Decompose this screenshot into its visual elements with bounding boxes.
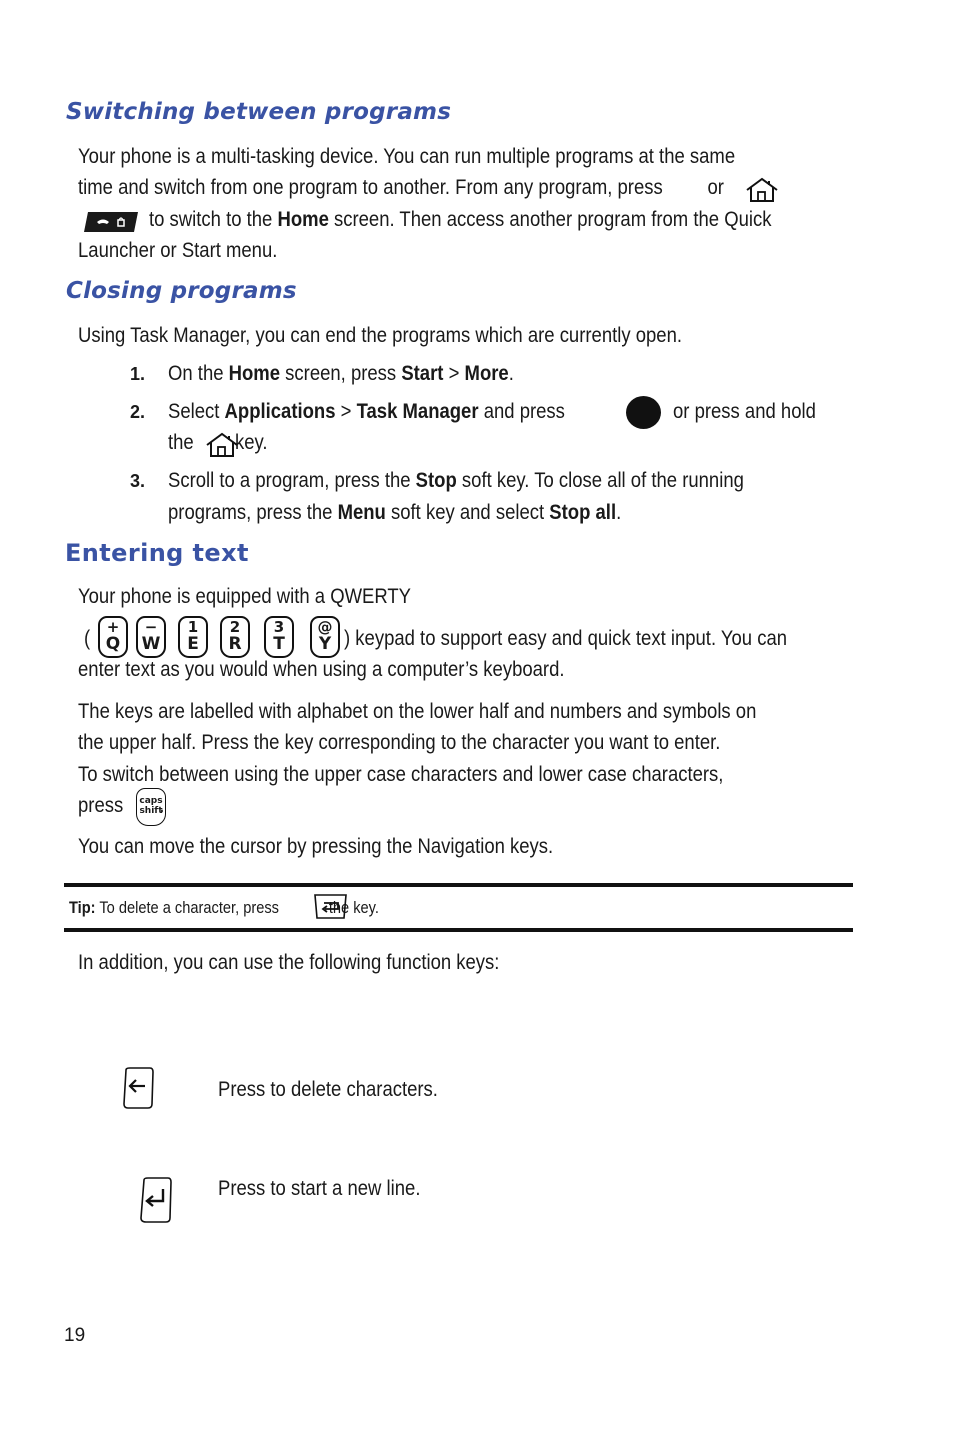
step-2-t4: or press and hold [673,399,816,423]
entering-p2-line-1: The keys are labelled with alphabet on the lower half and numbers and symbols on [78,699,757,723]
step-2-text [168,399,565,424]
caps-key-top-label: caps [139,796,163,806]
key-bottom-label: Y [318,634,332,654]
key-bottom-label: W [141,634,161,654]
step-3-b2: Menu [337,500,386,524]
step-1-b1: Home [228,361,281,385]
back-key-icon [312,893,349,920]
entering-p1-line-2: ) keypad to support easy and quick text input. You can [344,626,788,650]
switching-line-2b: or [707,175,724,199]
qwerty-key-t-icon [264,616,294,658]
tip-text-a: To delete a character, press [99,898,279,917]
entering-p3-press: press [78,793,124,817]
entering-p1-line-3: enter text as you would when using a computer’s keyboard. [78,657,565,681]
function-key-2-text: Press to start a new line. [218,1176,421,1200]
entering-p3-line-1: To switch between using the upper case characters and lower case characters, [78,762,724,786]
step-3-number: 3. [130,471,146,491]
enter-key-icon [138,1176,174,1224]
step-1-t3: > [448,361,460,385]
step-3-line-1 [168,468,744,493]
home-key-icon [204,431,240,459]
switching-line-1: Your phone is a multi-tasking device. You can run multiple programs at the same [78,144,736,168]
key-bottom-label: Q [105,634,121,654]
step-1-b3: More [464,361,509,385]
key-top-label: + [106,618,120,636]
switching-line-3c: screen. Then access another program from the Quick [333,207,772,231]
entering-p1-open-paren: ( [84,626,91,650]
step-2-b2: Task Manager [356,399,479,423]
tip-bottom-rule [64,928,853,932]
qwerty-key-e-icon [178,616,208,658]
key-top-label: 3 [273,618,285,636]
step-3-t1: Scroll to a program, press the [168,468,411,492]
key-bottom-label: E [187,634,199,654]
step-1-t1: On the [168,361,224,385]
heading-switching: Switching between programs [66,99,452,125]
step-2-b1: Applications [224,399,336,423]
step-1-text [168,361,514,386]
function-keys-intro: In addition, you can use the following function keys: [78,950,500,974]
step-3-line-2 [168,500,621,525]
qwerty-key-w-icon [136,616,166,658]
switching-line-3 [149,207,771,232]
step-1-t4: . [508,361,514,385]
key-top-label: 2 [229,618,241,636]
step-3-t4: soft key and select [391,500,545,524]
step-2-t1: Select [168,399,220,423]
step-2-t3: and press [483,399,565,423]
qwerty-key-r-icon [220,616,250,658]
switching-line-3b: Home [277,207,329,231]
tip-text-b: the key. [328,898,379,917]
step-2-t6: key. [234,430,268,454]
step-3-t5: . [616,500,622,524]
page-number: 19 [64,1325,86,1346]
step-1-b2: Start [401,361,444,385]
step-3-t2: soft key. To close all of the running [461,468,744,492]
switching-line-3a: to switch to the [149,207,273,231]
switching-line-2 [78,175,724,200]
select-key-icon [626,396,661,429]
end-power-key-icon [80,209,142,235]
heading-entering: Entering text [65,539,249,567]
qwerty-key-y-icon [310,616,340,658]
tip-top-rule [64,883,853,887]
step-1-number: 1. [130,364,146,384]
key-top-label: 1 [187,618,199,636]
entering-p1-line-1: Your phone is equipped with a QWERTY [78,584,412,608]
qwerty-key-q-icon [98,616,128,658]
step-3-t3: programs, press the [168,500,333,524]
entering-p3-period: . [159,793,165,817]
switching-line-2a: time and switch from one program to another. From any program, press [78,175,663,199]
caps-key-bottom-label: shift [139,806,163,816]
step-3-b1: Stop [415,468,457,492]
function-key-1-text: Press to delete characters. [218,1077,438,1101]
step-1-t2: screen, press [285,361,397,385]
step-2-t5: the [168,430,194,454]
step-2-t2: > [340,399,352,423]
entering-p2-line-2: the upper half. Press the key corresponding to the character you want to enter. [78,730,721,754]
tip-label: Tip: [69,898,96,917]
key-top-label: @ [317,618,333,636]
key-bottom-label: T [273,634,285,654]
closing-intro: Using Task Manager, you can end the programs which are currently open. [78,323,683,347]
step-3-b3: Stop all [549,500,617,524]
home-key-icon [744,176,780,204]
entering-p4: You can move the cursor by pressing the Navigation keys. [78,834,554,858]
key-bottom-label: R [228,634,242,654]
heading-closing: Closing programs [66,278,297,304]
caps-shift-key-icon [136,788,166,826]
switching-line-4: Launcher or Start menu. [78,238,278,262]
backspace-key-icon [121,1066,155,1110]
step-2-number: 2. [130,402,146,422]
key-top-label: − [144,618,158,636]
